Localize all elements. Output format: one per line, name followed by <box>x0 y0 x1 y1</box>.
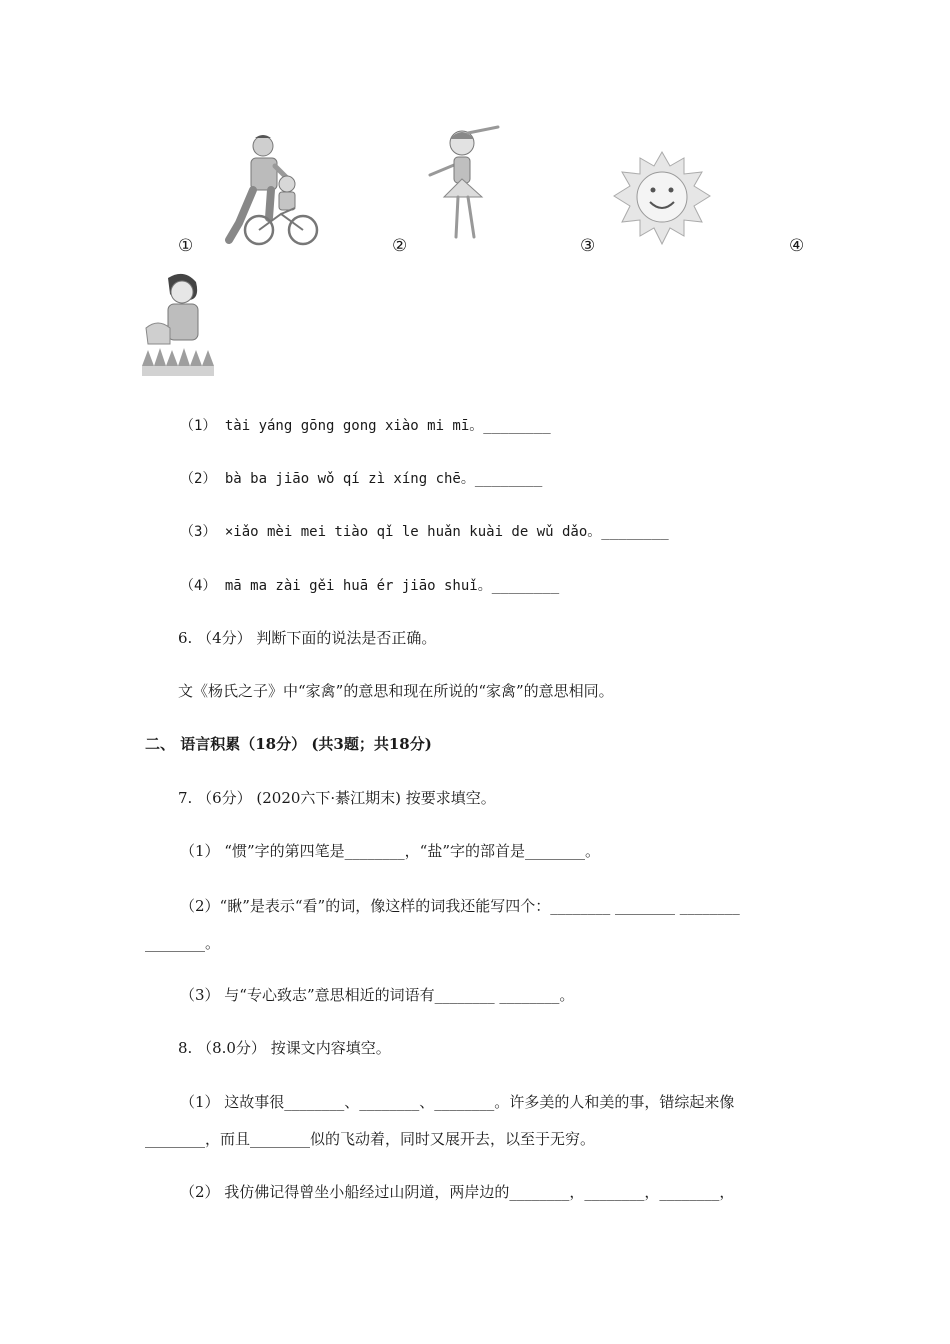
question-6-body: 文《杨氏之子》中“家禽”的意思和现在所说的“家禽”的意思相同。 <box>178 682 614 700</box>
marker-4: ④ <box>789 236 805 256</box>
pinyin-item-2: （2） bà ba jiāo wǒ qí zì xíng chē。________ <box>180 471 543 487</box>
marker-3: ③ <box>580 236 596 256</box>
question-8-item-1: （1） 这故事很________、________、________。许多美的人和美的事，错综起来像 <box>180 1093 735 1111</box>
girl-dancing-image <box>422 125 507 247</box>
pinyin-item-1: （1） tài yáng gōng gong xiào mi mī。________ <box>180 418 551 434</box>
pinyin-item-3: （3） ×iǎo mèi mei tiào qǐ le huǎn kuài de wǔ dǎo。________ <box>180 524 669 540</box>
question-7-item-1: （1） “惯”字的第四笔是________，“盐”字的部首是________。 <box>180 842 600 860</box>
question-7-item-3: （3） 与“专心致志”意思相近的词语有________ ________。 <box>180 986 575 1004</box>
section-2-heading: 二、 语言积累（18分） (共3题；共18分) <box>145 735 432 753</box>
question-8-item-2: （2） 我仿佛记得曾坐小船经过山阴道，两岸边的________，________，________， <box>180 1183 735 1201</box>
question-8-title: 8. （8.0分） 按课文内容填空。 <box>178 1039 391 1057</box>
pinyin-item-4: （4） mā ma zài gěi huā ér jiāo shuǐ。________ <box>180 578 560 594</box>
mother-watering-flowers-image <box>140 270 216 380</box>
question-7-item-2-cont: ________。 <box>145 934 221 952</box>
father-child-bicycle-image <box>205 128 320 248</box>
question-6-title: 6. （4分） 判断下面的说法是否正确。 <box>178 629 437 647</box>
marker-1: ① <box>178 236 194 256</box>
question-7-item-2: （2）“瞅”是表示“看”的词，像这样的词我还能写四个：________ ________ ________ <box>180 897 740 915</box>
marker-2: ② <box>392 236 408 256</box>
smiling-sun-image <box>612 150 712 246</box>
question-8-item-1-cont: ________，而且________似的飞动着，同时又展开去，以至于无穷。 <box>145 1130 596 1148</box>
question-7-title: 7. （6分） (2020六下·綦江期末) 按要求填空。 <box>178 789 496 807</box>
